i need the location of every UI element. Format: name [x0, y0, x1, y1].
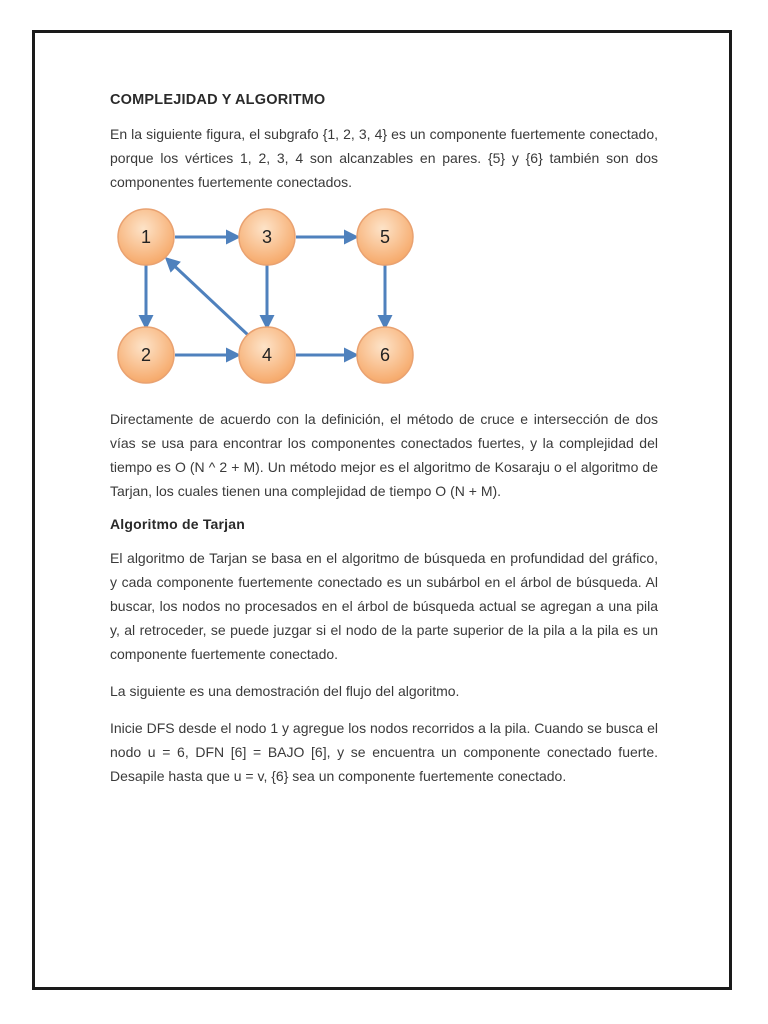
node-label-1: 1 — [140, 227, 152, 247]
tarjan-heading: Algoritmo de Tarjan — [110, 516, 245, 532]
definition-paragraph: Directamente de acuerdo con la definición, el método de cruce e intersección de dos vías se usa para encontrar los componentes conectados fuertes, y la complejidad del tiempo es O (N ^ 2 + M). Un método mejor es el algoritmo de Kosaraju o el algoritmo de Tarjan, los cuales tienen una complejidad de tiempo O (N + M). — [110, 411, 658, 499]
intro-paragraph: En la siguiente figura, el subgrafo {1, 2, 3, 4} es un componente fuertemente conectado, porque los vértices 1, 2, 3, 4 son alcanzables en pares. {5} y {6} también son dos componentes fuertemente conectados. — [110, 126, 658, 190]
tarjan-paragraph: El algoritmo de Tarjan se basa en el algoritmo de búsqueda en profundidad del gráfico, y cada componente fuertemente conectado es un subárbol en el árbol de búsqueda. Al buscar, los nodos no procesados en el árbol de búsqueda actual se agregan a una pila y, al retroceder, se puede juzgar si el nodo de la parte superior de la pila a la pila es un componente fuertemente conectado. — [110, 550, 658, 662]
node-label-3: 3 — [261, 227, 273, 247]
edge-4-1 — [167, 259, 248, 335]
node-label-2: 2 — [140, 345, 152, 365]
graph-figure — [110, 207, 430, 397]
node-label-4: 4 — [261, 345, 273, 365]
node-label-5: 5 — [379, 227, 391, 247]
demo-intro-paragraph: La siguiente es una demostración del flujo del algoritmo. — [110, 683, 460, 699]
node-label-6: 6 — [379, 345, 391, 365]
dfs-paragraph: Inicie DFS desde el nodo 1 y agregue los nodos recorridos a la pila. Cuando se busca el nodo u = 6, DFN [6] = BAJO [6], y se encuentra un componente conectado fuerte. Desapile hasta que u = v, {6} sea un componente fuertemente conectado. — [110, 720, 658, 784]
document-content — [110, 92, 658, 801]
graph-svg — [110, 207, 430, 397]
document-title: COMPLEJIDAD Y ALGORITMO — [110, 92, 326, 108]
